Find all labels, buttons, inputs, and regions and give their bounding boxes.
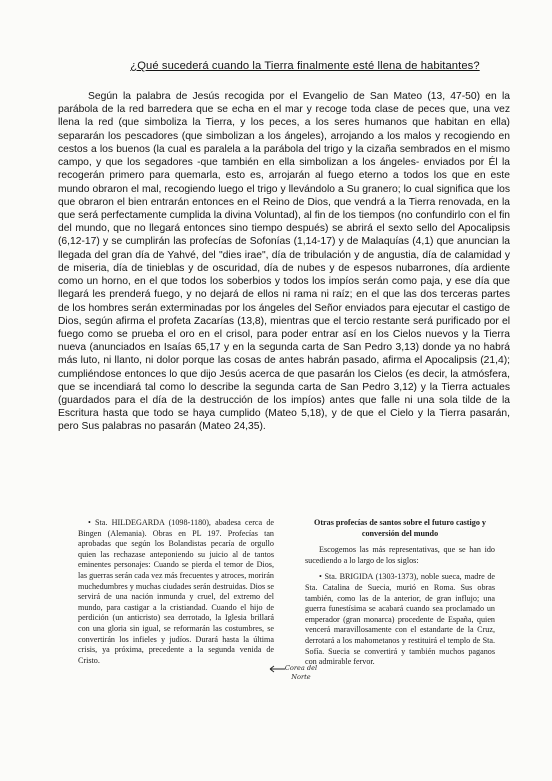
- handwritten-note: Corea del Norte: [284, 664, 318, 681]
- hildegarda-clipping: • Sta. HILDEGARDA (1098-1180), abadesa cerca de Bingen (Alemania). Obras en PL 197. Profecías tan aprobadas que según los Bolandistas pecaría de orgullo quien las rechazase anteponiendo su juicio al de tantos eminentes personajes: Cuando se pierda el temor de Dios, las guerras serán cada vez más frecuentes y atroces, morirán muchedumbres y muchas ciudades serán destruidas. Dios se servirá de una nación inmunda y cruel, del extremo del mundo, para castigar a la cristiandad. Cuando el hijo de perdición (un anticristo) sea derrotado, la Iglesia brillará con una gloria sin igual, se reformarán las costumbres, se convertirán los infieles y judíos. Durará hasta la última crisis, ya próxima, precedente a la segunda venida de Cristo.: [78, 518, 274, 665]
- prophecies-clipping: [305, 518, 495, 668]
- brigida-entry: • Sta. BRIGIDA (1303-1373), noble sueca, madre de Sta. Catalina de Suecia, murió en Roma. Sus obras también, como las de la anterior, de gran influjo; una guerra funestísima se acabará cuando sea proclamado un emperador (gran monarca) procedente de España, quien vencerá maravillosamente con el estandarte de la Cruz, derrotará a los mahometanos y restituirá el templo de Sta. Sofía. Suecia se convertirá y también muchos paganos con admirable fervor.: [305, 572, 495, 667]
- clipping-heading: Otras profecías de santos sobre el futuro castigo y conversión del mundo: [314, 518, 486, 538]
- clipping-intro: Escogemos las más representativas, que se han ido sucediendo a lo largo de los siglos:: [305, 545, 495, 565]
- page-title: ¿Qué sucederá cuando la Tierra finalmente esté llena de habitantes?: [130, 60, 480, 72]
- main-paragraph: Según la palabra de Jesús recogida por el Evangelio de San Mateo (13, 47-50) en la parábola de la red barredera que se echa en el mar y recoge toda clase de peces que, una vez llena la red (que simboliza la Tierra, y los peces, a los seres humanos que habitan en ella) separarán los pescadores (que simbolizan a los ángeles), arrojando a los malos y recogiendo en cestos a los buenos (la cual es paralela a la parábola del trigo y la cizaña sembrados en el mismo campo, y que los segadores -que también en ella simbolizan a los ángeles- enviados por Él la recogerán primero para quemarla, esto es, arrojarán al fuego eterno a todos los que en este mundo obraron el mal, recogiendo luego el trigo y llevándolo a Su granero; lo cual significa que los que obraron el bien entrarán entonces en el Reino de Dios, que vendrá a la Tierra renovada, en la que será perfectamente cumplida la divina Voluntad), al fin de los tiempos (no confundirlo con el fin del mundo, que no llegará entonces sino tiempo después) se abrirá el sexto sello del Apocalipsis (6,12-17) y se cumplirán las profecías de Sofonías (1,14-17) y de Malaquías (4,1) que anuncian la llegada del gran día de Yahvé, del "dies irae", día de tribulación y de angustia, día de calamidad y de miseria, día de tinieblas y de oscuridad, día de nubes y de espesos nubarrones, día ardiente como un horno, en el que todos los soberbios y todos los impíos serán como paja, y ese día que llegará les prenderá fuego, y no dejará de ellos ni rama ni raíz; en el que las dos terceras partes de los hombres serán exterminadas por los ángeles del Señor enviados para ejecutar el castigo de Dios, según afirma el profeta Zacarías (13,8), mientras que el tercio restante será purificado por el fuego como se prueba el oro en el crisol, para poder entrar así en los Cielos nuevos y la Tierra nueva (anunciados en Isaías 65,17 y en la segunda carta de San Pedro 3,13) donde ya no habrá más luto, ni llanto, ni dolor porque las cosas de antes habrán pasado, afirma el Apocalipsis (21,4); cumpliéndose entonces lo que dijo Jesús acerca de que pasarán los Cielos (es decir, la atmósfera, que se incendiará tal como lo describe la segunda carta de San Pedro 3,12) y la Tierra actuales (guardados para el día de la destrucción de los impíos) antes que falle ni una sola tilde de la Escritura hasta que todo se haya cumplido (Mateo 5,18), y de que el Cielo y la Tierra pasarán, pero Sus palabras no pasarán (Mateo 24,35).: [58, 91, 510, 433]
